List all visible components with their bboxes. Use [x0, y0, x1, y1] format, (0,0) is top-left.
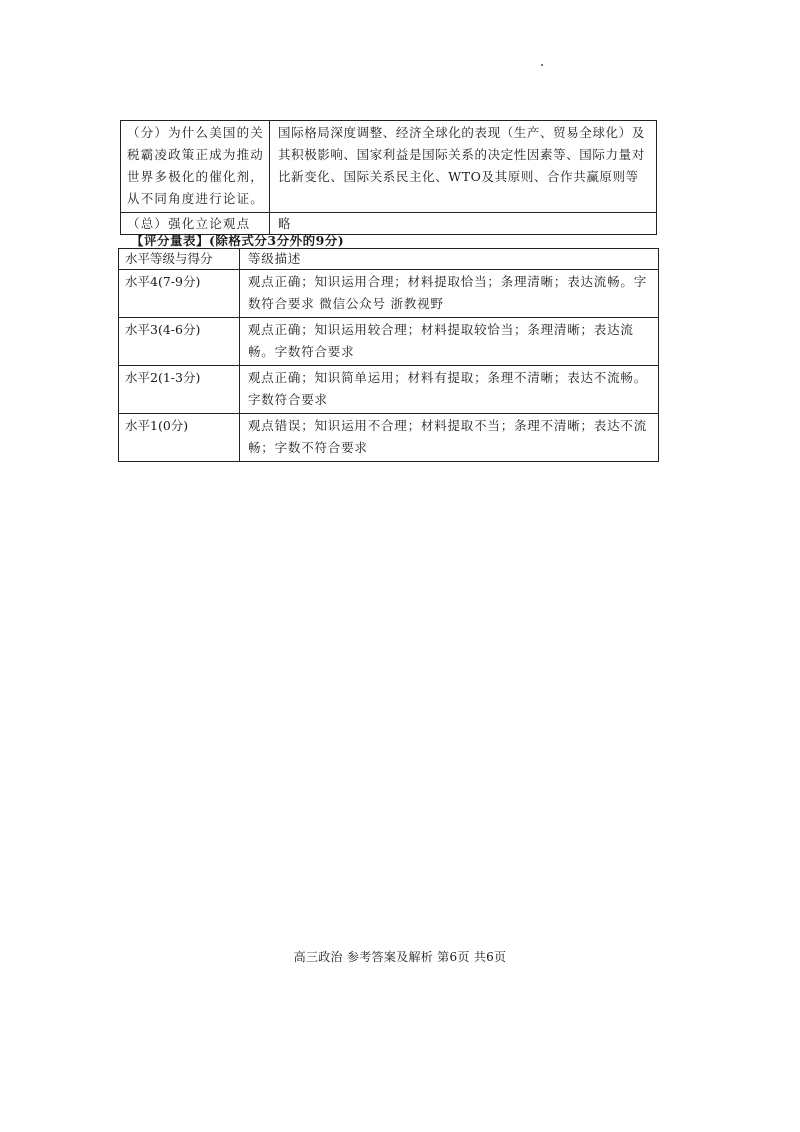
description-cell: 观点正确；知识运用合理；材料提取恰当；条理清晰；表达流畅。字数符合要求 微信公众号 浙教视野: [240, 270, 659, 318]
rubric-title: 【评分量表】(除格式分3分外的9分): [131, 233, 345, 248]
speck-mark: [541, 64, 543, 66]
question-cell: （总）强化立论观点: [121, 213, 270, 235]
answer-cell: 略: [270, 213, 657, 235]
header-level: 水平等级与得分: [119, 249, 240, 270]
rubric-row-level-3: [119, 318, 659, 366]
rubric-table: [118, 248, 659, 462]
rubric-row-level-1: [119, 414, 659, 462]
question-cell: （分）为什么美国的关税霸凌政策正成为推动世界多极化的催化剂，从不同角度进行论证。: [121, 121, 270, 213]
level-cell: 水平4(7-9分): [119, 270, 240, 318]
rubric-row-level-2: [119, 366, 659, 414]
description-cell: 观点错误；知识运用不合理；材料提取不当；条理不清晰；表达不流畅；字数不符合要求: [240, 414, 659, 462]
level-cell: 水平2(1-3分): [119, 366, 240, 414]
rubric-header-row: [119, 249, 659, 270]
header-description: 等级描述: [240, 249, 659, 270]
table-row: [121, 121, 657, 213]
answer-table: [120, 120, 657, 235]
level-cell: 水平1(0分): [119, 414, 240, 462]
level-cell: 水平3(4-6分): [119, 318, 240, 366]
answer-cell: 国际格局深度调整、经济全球化的表现（生产、贸易全球化）及其积极影响、国家利益是国际关系的决定性因素等、国际力量对比新变化、国际关系民主化、WTO及其原则、合作共赢原则等: [270, 121, 657, 213]
description-cell: 观点正确；知识简单运用；材料有提取；条理不清晰；表达不流畅。字数符合要求: [240, 366, 659, 414]
rubric-row-level-4: [119, 270, 659, 318]
page-footer: 高三政治 参考答案及解析 第6页 共6页: [293, 950, 507, 964]
description-cell: 观点正确；知识运用较合理；材料提取较恰当；条理清晰；表达流畅。字数符合要求: [240, 318, 659, 366]
